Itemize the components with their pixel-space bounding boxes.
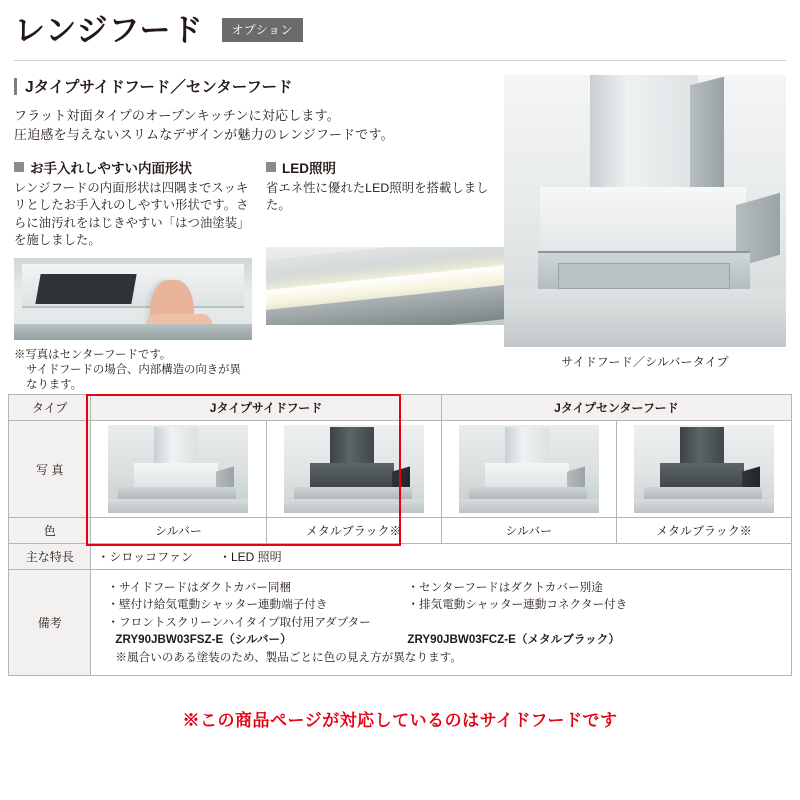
thumb-floor-shape [634,499,774,513]
remarks-item: ・ フロントスクリーンハイタイプ取付用アダプター [107,614,775,631]
model-number-black: ZRY90JBW03FCZ-E（メタルブラック） [407,633,620,647]
thumb-floor-shape [284,499,424,513]
thumb-hood-shape [660,463,744,489]
square-bullet-icon [14,162,24,172]
remarks-item: ・ センターフードはダクトカバー別途 [407,579,737,596]
row-label-remarks: 備考 [9,570,91,676]
model-numbers [107,631,775,648]
photo-base-shape [14,324,252,340]
thumb-duct-shape [680,427,724,465]
color-center-silver: シルバー [441,518,616,544]
hood-panel-inner-shape [558,263,730,289]
thumb-floor-shape [459,499,599,513]
remarks-note: ※風合いのある塗装のため、製品ごとに色の見え方が異なります。 [115,650,462,664]
feature-column-led [266,157,504,394]
photo-cell-center-black [616,421,791,518]
type-header-center: Jタイプセンターフード [441,395,791,421]
thumb-side-silver [108,425,248,513]
intro-lead-line2: 圧迫感を与えないスリムなデザインが魅力のレンジフードです。 [14,126,394,142]
remarks-list-1 [107,579,407,614]
photo-cell-side-silver [91,421,266,518]
duct-cover-shape [590,75,698,193]
color-side-silver: シルバー [91,518,266,544]
thumb-hood-shape [485,463,569,489]
color-center-black: メタルブラック※ [616,518,791,544]
hero-caption: サイドフード／シルバータイプ [561,355,729,370]
remarks-columns [107,579,775,614]
thumb-center-silver [459,425,599,513]
photo-note [14,348,252,394]
photo-note-line2: サイドフードの場合、内部構造の向きが異なります。 [26,363,241,392]
thumb-hood-shape [134,463,218,489]
thumb-duct-shape [505,427,549,465]
features-cell [91,544,792,570]
page-title: レンジフード [14,13,204,48]
model-number-silver: ZRY90JBW03FSZ-E（シルバー） [115,633,292,647]
grease-filter-shape [35,274,136,304]
feature-columns [14,157,504,394]
table-row [9,518,792,544]
table-row [9,570,792,676]
remarks-content [97,574,785,671]
table-row [9,421,792,518]
remarks-cell [91,570,792,676]
thumb-side-black [284,425,424,513]
photo-cell-side-black [266,421,441,518]
photo-cell-center-silver [441,421,616,518]
remarks-list-2 [407,579,737,614]
feature-right-heading [266,157,504,177]
remarks-item: ・ サイドフードはダクトカバー同梱 [107,579,407,596]
feature-item-0: ・ シロッコファン [97,548,193,565]
row-label-features: 主な特長 [9,544,91,570]
thumb-floor-shape [108,499,248,513]
features-list [97,548,785,565]
intro-lead-line1: フラット対面タイプのオープンキッチンに対応します。 [14,108,340,124]
feature-left-heading-text: お手入れしやすい内面形状 [30,160,192,176]
type-header-side: Jタイプサイドフード [91,395,441,421]
spec-table-wrapper [8,394,792,676]
bottom-notice: ※この商品ページが対応しているのはサイドフードです [182,711,618,730]
row-label-color: 色 [9,518,91,544]
page-header [0,0,800,48]
remarks-list-3 [107,614,775,631]
remarks-column-1 [107,579,407,614]
table-row [9,544,792,570]
remarks-column-2 [407,579,737,614]
remarks-item: ・ 壁付け給気電動シャッター連動端子付き [107,596,407,613]
feature-right-body: 省エネ性に優れたLED照明を搭載しました。 [266,180,489,213]
feature-left-heading [14,157,252,177]
photo-inner-shape [14,258,252,340]
intro-section [0,61,800,394]
photo-led-lighting [266,247,504,325]
thumb-duct-shape [330,427,374,465]
hood-top-shape [540,187,746,253]
thumb-hood-shape [310,463,394,489]
feature-item-1: ・ LED 照明 [219,548,282,565]
spec-table [8,394,792,676]
thumb-center-black [634,425,774,513]
feature-right-heading-text: LED照明 [282,160,336,176]
square-bullet-icon [266,162,276,172]
row-label-photo: 写 真 [9,421,91,518]
table-row [9,395,792,421]
thumb-duct-shape [154,427,198,465]
feature-column-inner-shape [14,157,252,394]
photo-note-line1: ※写真はセンターフードです。 [14,348,172,361]
row-label-type: タイプ [9,395,91,421]
option-badge: オプション [222,18,303,42]
duct-side-shape [690,77,724,197]
intro-heading-text: Jタイプサイドフード／センターフード [25,79,293,97]
counter-shape [504,289,786,347]
remarks-item: ・ 排気電動シャッター連動コネクター付き [407,596,737,613]
feature-left-body: レンジフードの内面形状は四隅までスッキリとしたお手入れのしやすい形状です。さらに油汚れをはじきやすい「はつ油塗装」を施しました。 [14,180,250,248]
heading-bar-icon [14,78,17,95]
color-side-black: メタルブラック※ [266,518,441,544]
hero-photo-side-hood [504,75,786,347]
